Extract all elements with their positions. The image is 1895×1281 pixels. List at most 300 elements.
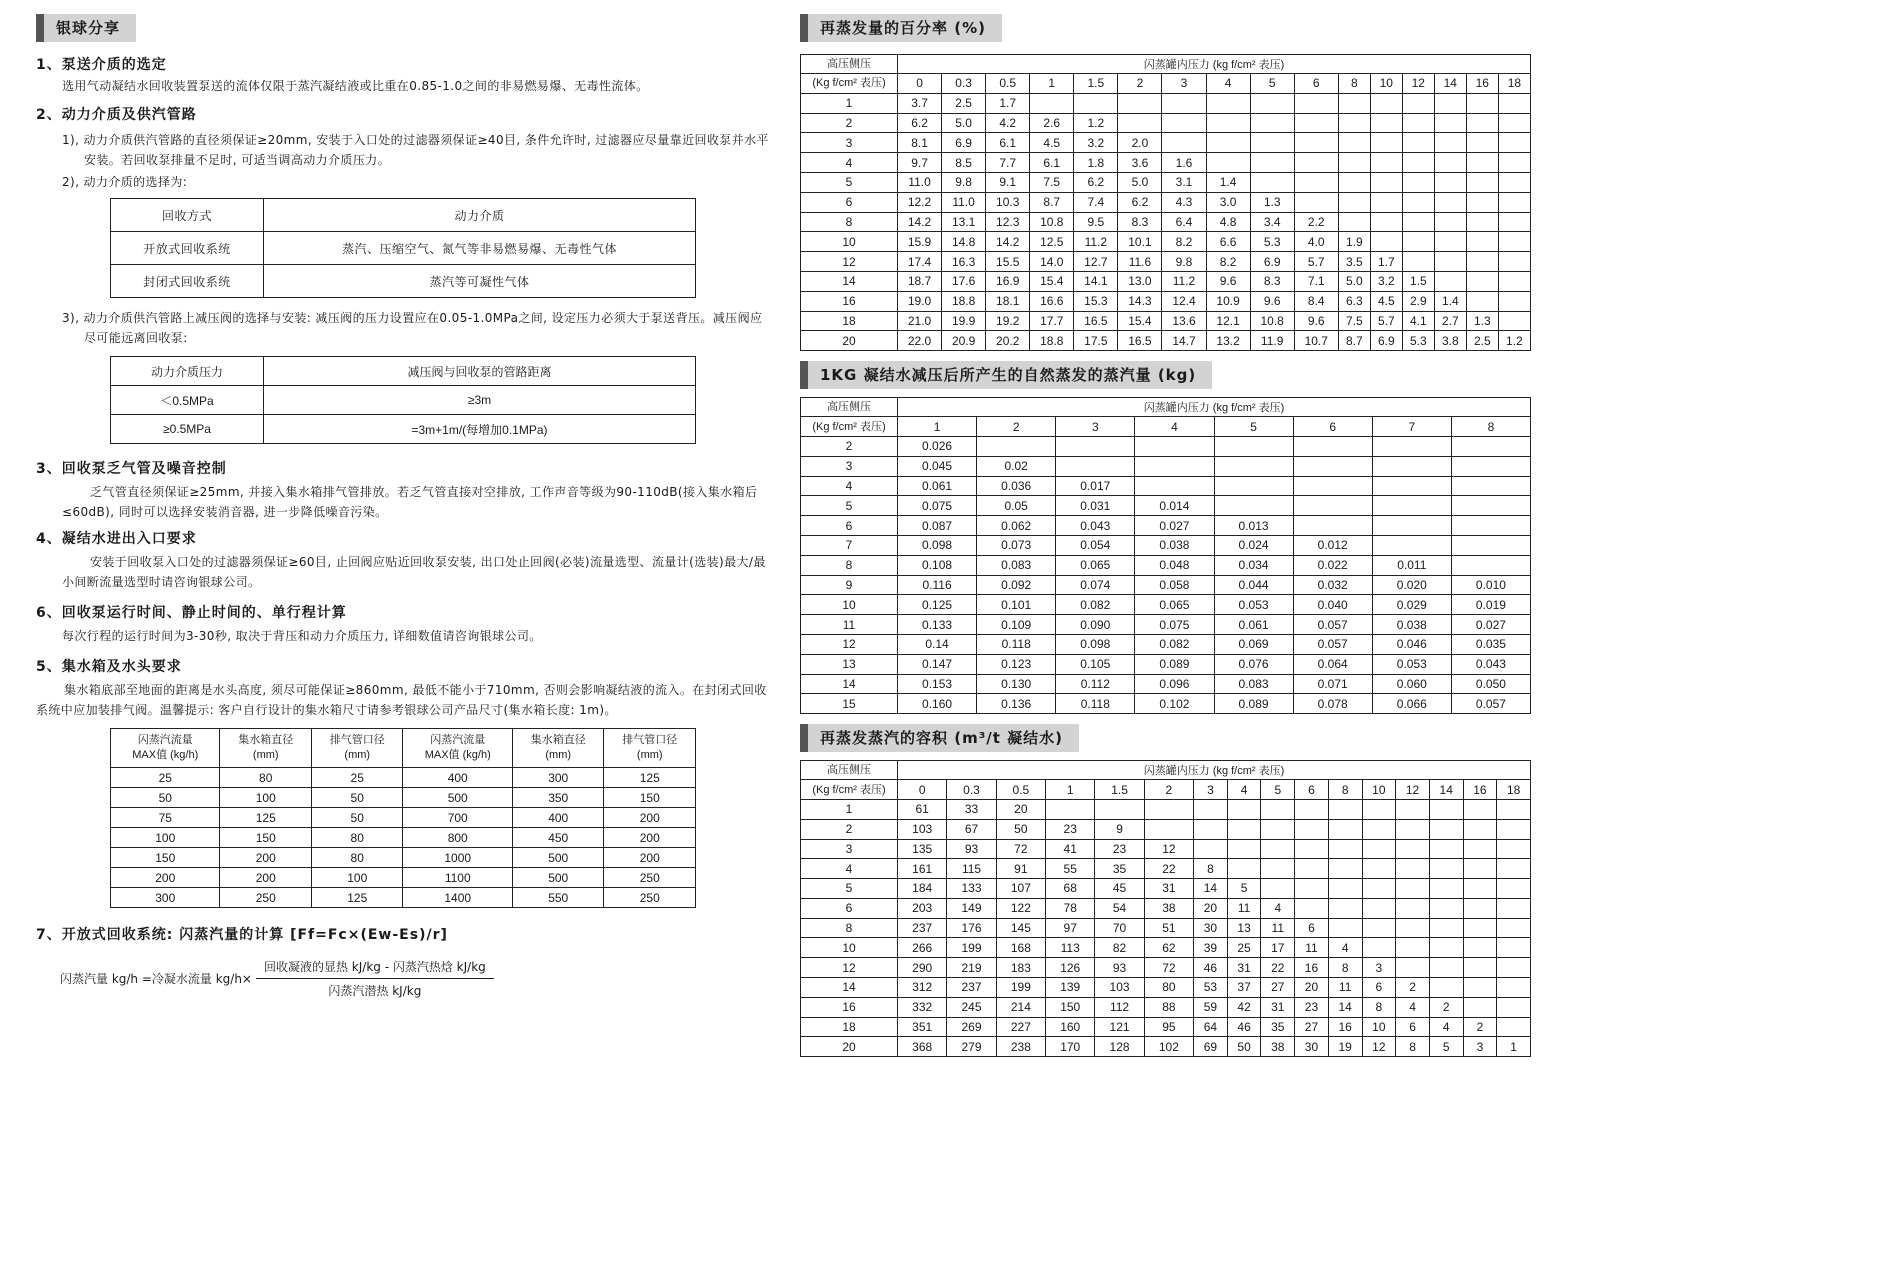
table-cell: 41: [1046, 839, 1095, 859]
table-cell: 0.098: [1056, 634, 1135, 654]
table-cell: 0.020: [1372, 575, 1451, 595]
table-cell: 0.057: [1293, 615, 1372, 635]
table-cell: 18.8: [942, 291, 986, 311]
table-cell: 35: [1095, 859, 1144, 879]
table-cell: 170: [1046, 1037, 1095, 1057]
table-cell: [1463, 978, 1497, 998]
heading-3: 3、回收泵乏气管及噪音控制: [36, 461, 227, 477]
heading-7: 7、开放式回收系统: 闪蒸汽量的计算 [Ff=Fc×(Ew-Es)/r]: [36, 927, 448, 943]
table-cell: 1.2: [1498, 331, 1530, 351]
table-row: [801, 634, 1531, 654]
table-cell: 700: [403, 808, 512, 828]
table-cell: 0.043: [1056, 516, 1135, 536]
table-row: [111, 788, 696, 808]
table-row: [801, 615, 1531, 635]
row-header: 5: [801, 496, 898, 516]
table-cell: 0.083: [1214, 674, 1293, 694]
table-cell: 0.029: [1372, 595, 1451, 615]
table-header: 排气管口径 (mm): [311, 729, 403, 768]
table-header: 回收方式: [111, 199, 264, 232]
table-cell: 100: [311, 868, 403, 888]
table-cell: [1118, 113, 1162, 133]
table-cell: 0.160: [898, 694, 977, 714]
table-cell: [1466, 291, 1498, 311]
table-cell: 0.050: [1451, 674, 1530, 694]
table-cell: 开放式回收系统: [111, 232, 264, 265]
table-cell: 266: [898, 938, 947, 958]
table-cell: [1372, 436, 1451, 456]
table-cell: [1434, 271, 1466, 291]
table-cell: 5.0: [1338, 271, 1370, 291]
table-cell: 3.5: [1338, 252, 1370, 272]
table-title-1: 再蒸发量的百分率 (%): [800, 14, 1002, 42]
table-cell: 6.2: [1074, 172, 1118, 192]
table-row: [801, 918, 1531, 938]
column-header: 16: [1466, 74, 1498, 94]
table-cell: 9.8: [1162, 252, 1206, 272]
table-cell: 12: [1144, 839, 1193, 859]
table-cell: 6.2: [1118, 192, 1162, 212]
table-cell: 12.3: [986, 212, 1030, 232]
table-cell: 227: [996, 1017, 1045, 1037]
table-cell: 6.6: [1206, 232, 1250, 252]
column-header: 10: [1370, 74, 1402, 94]
table-cell: 11: [1328, 978, 1362, 998]
table-row: [801, 575, 1531, 595]
table-cell: 0.073: [977, 535, 1056, 555]
table-cell: [1463, 859, 1497, 879]
table-cell: 0.034: [1214, 555, 1293, 575]
header-high-pressure: [801, 55, 898, 74]
table-cell: [1294, 153, 1338, 173]
table-cell: [1294, 172, 1338, 192]
table-cell: 14: [1328, 997, 1362, 1017]
table-cell: [1206, 153, 1250, 173]
table-cell: 97: [1046, 918, 1095, 938]
table-cell: 4.3: [1162, 192, 1206, 212]
table-row: [801, 496, 1531, 516]
table-cell: 13: [1227, 918, 1261, 938]
table-cell: 0.130: [977, 674, 1056, 694]
left-column: [36, 14, 770, 999]
table-cell: [1498, 252, 1530, 272]
row-header: 4: [801, 153, 898, 173]
paragraph-5-text: 集水箱底部至地面的距离是水头高度, 须尽可能保证≥860mm, 最低不能小于710mm, 否则会影响凝结液的流入。在封闭式回收系统中应加装排气阀。温馨提示: 客户自行设计的集水箱尺寸请参考银球公司产品尺寸(集水箱长度: 1m)。: [36, 683, 767, 717]
row-header: 11: [801, 615, 898, 635]
table-header: 排气管口径 (mm): [604, 729, 696, 768]
table-cell: [1295, 799, 1329, 819]
table-cell: [1370, 212, 1402, 232]
table-cell: 103: [1095, 978, 1144, 998]
table-row: [801, 694, 1531, 714]
table-cell: 12.4: [1162, 291, 1206, 311]
header-high-pressure: [801, 398, 898, 417]
paragraph-4: [36, 552, 770, 592]
table-row: [111, 808, 696, 828]
table-cell: 0.078: [1293, 694, 1372, 714]
table-row: [801, 978, 1531, 998]
table-cell: [1338, 212, 1370, 232]
row-header: 3: [801, 456, 898, 476]
table-cell: [1294, 133, 1338, 153]
table-cell: 279: [947, 1037, 996, 1057]
table-cell: 0.026: [898, 436, 977, 456]
table-cell: 4.5: [1030, 133, 1074, 153]
table-cell: 0.045: [898, 456, 977, 476]
table-cell: [1227, 799, 1261, 819]
table-cell: 0.075: [1135, 615, 1214, 635]
table-cell: 500: [512, 868, 604, 888]
table-cell: 5: [1429, 1037, 1463, 1057]
table-cell: 0.062: [977, 516, 1056, 536]
table-cell: 0.035: [1451, 634, 1530, 654]
table-cell: 0.014: [1135, 496, 1214, 516]
table-body: [801, 436, 1531, 713]
table-row: [801, 172, 1531, 192]
column-header: 6: [1295, 780, 1329, 800]
table-cell: 3.6: [1118, 153, 1162, 173]
table-cell: 9.6: [1294, 311, 1338, 331]
table-row: [801, 958, 1531, 978]
table-cell: [1214, 476, 1293, 496]
column-header: 0.3: [947, 780, 996, 800]
table-cell: 7.4: [1074, 192, 1118, 212]
table-cell: 31: [1227, 958, 1261, 978]
table-cell: 112: [1095, 997, 1144, 1017]
table-cell: 12.1: [1206, 311, 1250, 331]
paragraph-3-text: 乏气管直径须保证≥25mm, 并接入集水箱排气管排放。若乏气管直接对空排放, 工作声音等级为90-110dB(接入集水箱后≤60dB), 同时可以选择安装消音器, 进一步降低噪音污染。: [62, 485, 758, 519]
table-cell: [1328, 898, 1362, 918]
table-cell: [1497, 879, 1531, 899]
column-header: 5: [1214, 417, 1293, 437]
table-cell: [1498, 291, 1530, 311]
table-cell: 203: [898, 898, 947, 918]
table-cell: 59: [1194, 997, 1228, 1017]
table-cell: [1135, 476, 1214, 496]
table-cell: 17: [1261, 938, 1295, 958]
table-cell: 4.0: [1294, 232, 1338, 252]
table-cell: [1498, 93, 1530, 113]
paragraph-1: 选用气动凝结水回收装置泵送的流体仅限于蒸汽凝结液或比重在0.85-1.0之间的非易燃易爆、无毒性流体。: [62, 79, 649, 93]
row-header: 5: [801, 172, 898, 192]
table-cell: 0.101: [977, 595, 1056, 615]
table-cell: [1206, 133, 1250, 153]
paragraph-6: 每次行程的运行时间为3-30秒, 取决于背压和动力介质压力, 详细数值请咨询银球公司。: [62, 629, 542, 643]
table-cell: 0.065: [1135, 595, 1214, 615]
formula-numerator: 回收凝液的显热 kJ/kg - 闪蒸汽热焓 kJ/kg: [256, 958, 494, 979]
table-row: [801, 271, 1531, 291]
table-cell: [1429, 938, 1463, 958]
row-header: 12: [801, 958, 898, 978]
table-cell: [1463, 938, 1497, 958]
table-cell: 42: [1227, 997, 1261, 1017]
steam-volume-table: [800, 760, 1531, 1057]
table-cell: 200: [604, 828, 696, 848]
table-cell: [1497, 1017, 1531, 1037]
table-cell: [1135, 436, 1214, 456]
table-cell: [1250, 113, 1294, 133]
table-cell: 0.153: [898, 674, 977, 694]
table-cell: 332: [898, 997, 947, 1017]
table-cell: 8.2: [1162, 232, 1206, 252]
table-cell: [1463, 958, 1497, 978]
table-row: [801, 153, 1531, 173]
table-cell: 245: [947, 997, 996, 1017]
table-cell: [1434, 192, 1466, 212]
table-cell: 12.2: [898, 192, 942, 212]
table-cell: 0.038: [1135, 535, 1214, 555]
table-cell: [1429, 918, 1463, 938]
paragraph-5: [36, 680, 770, 720]
table-cell: 3.2: [1370, 271, 1402, 291]
column-header: 0: [898, 780, 947, 800]
table-cell: 61: [898, 799, 947, 819]
table-cell: [1362, 898, 1396, 918]
row-header: 18: [801, 1017, 898, 1037]
table-cell: 37: [1227, 978, 1261, 998]
row-header: 10: [801, 232, 898, 252]
table-row: [801, 232, 1531, 252]
column-header: 12: [1402, 74, 1434, 94]
table-cell: 45: [1095, 879, 1144, 899]
row-header: 20: [801, 1037, 898, 1057]
table-cell: [1250, 153, 1294, 173]
table-cell: 82: [1095, 938, 1144, 958]
table-cell: [1370, 172, 1402, 192]
table-cell: 51: [1144, 918, 1193, 938]
table-cell: 7.1: [1294, 271, 1338, 291]
table-cell: [1451, 496, 1530, 516]
table-header: 集水箱直径 (mm): [512, 729, 604, 768]
table-cell: [1250, 172, 1294, 192]
table-cell: 125: [220, 808, 312, 828]
table-cell: 176: [947, 918, 996, 938]
table-cell: 25: [1227, 938, 1261, 958]
table-cell: 11.0: [942, 192, 986, 212]
table-cell: [1362, 799, 1396, 819]
table-cell: 6.1: [986, 133, 1030, 153]
table-cell: [1466, 172, 1498, 192]
table-cell: 8: [1328, 958, 1362, 978]
table-cell: 0.048: [1135, 555, 1214, 575]
table-cell: 70: [1095, 918, 1144, 938]
table-cell: 3.4: [1250, 212, 1294, 232]
table-cell: 0.057: [1293, 634, 1372, 654]
table-cell: 蒸汽、压缩空气、氮气等非易燃易爆、无毒性气体: [264, 232, 696, 265]
table-cell: 80: [1144, 978, 1193, 998]
table-cell: [1250, 133, 1294, 153]
table-cell: 6: [1396, 1017, 1430, 1037]
row-header: 6: [801, 898, 898, 918]
table-cell: 64: [1194, 1017, 1228, 1037]
table-cell: 20.2: [986, 331, 1030, 351]
table-cell: [1402, 232, 1434, 252]
table-cell: 2.5: [1466, 331, 1498, 351]
table-cell: [1434, 172, 1466, 192]
table-cell: 238: [996, 1037, 1045, 1057]
table-title-3: 再蒸发蒸汽的容积 (m³/t 凝结水): [800, 724, 1079, 752]
table-cell: 0.036: [977, 476, 1056, 496]
table-cell: [1497, 839, 1531, 859]
table-cell: 183: [996, 958, 1045, 978]
paragraph-4-text: 安装于回收泵入口处的过滤器须保证≥60目, 止回阀应贴近回收泵安装, 出口处止回阀(必装)流量选型、流量计(选装)最大/最小间断流量选型时请咨询银球公司。: [62, 555, 766, 589]
table-cell: 400: [512, 808, 604, 828]
table-cell: [1261, 879, 1295, 899]
table-cell: [1402, 153, 1434, 173]
table-cell: 0.071: [1293, 674, 1372, 694]
table-cell: 封闭式回收系统: [111, 265, 264, 298]
table-cell: 1.2: [1074, 113, 1118, 133]
row-header: 15: [801, 694, 898, 714]
table-cell: 0.096: [1135, 674, 1214, 694]
table-header: 闪蒸汽流量 MAX值 (kg/h): [111, 729, 220, 768]
table-cell: 11: [1261, 918, 1295, 938]
table-cell: 6.2: [898, 113, 942, 133]
table-cell: 351: [898, 1017, 947, 1037]
row-header: 2: [801, 819, 898, 839]
table-cell: 9.7: [898, 153, 942, 173]
table-cell: [1293, 496, 1372, 516]
row-header: 2: [801, 113, 898, 133]
table-cell: [1396, 898, 1430, 918]
table-cell: [1451, 535, 1530, 555]
table-cell: [1429, 879, 1463, 899]
column-header: 0.5: [996, 780, 1045, 800]
table-cell: 0.064: [1293, 654, 1372, 674]
table-cell: 5.0: [1118, 172, 1162, 192]
table-cell: [1372, 516, 1451, 536]
table-cell: ≥0.5MPa: [111, 415, 264, 444]
table-cell: [1396, 819, 1430, 839]
table-cell: 150: [111, 848, 220, 868]
row-header: 12: [801, 634, 898, 654]
table-cell: [1498, 271, 1530, 291]
table-cell: 269: [947, 1017, 996, 1037]
tank-table: [110, 728, 696, 908]
table-cell: [1261, 859, 1295, 879]
table-cell: 121: [1095, 1017, 1144, 1037]
table-cell: 17.6: [942, 271, 986, 291]
table-cell: 214: [996, 997, 1045, 1017]
table-cell: 2: [1429, 997, 1463, 1017]
table-cell: [1362, 819, 1396, 839]
table-cell: 0.069: [1214, 634, 1293, 654]
row-header: 4: [801, 476, 898, 496]
row-header: 18: [801, 311, 898, 331]
table-cell: 0.040: [1293, 595, 1372, 615]
table-cell: [1396, 879, 1430, 899]
table-cell: [1328, 799, 1362, 819]
table-row: [801, 331, 1531, 351]
column-header: 1: [1030, 74, 1074, 94]
table-cell: 0.125: [898, 595, 977, 615]
table-cell: 1.6: [1162, 153, 1206, 173]
table-cell: 0.058: [1135, 575, 1214, 595]
table-cell: [1396, 938, 1430, 958]
table-row: [801, 133, 1531, 153]
table-cell: [1162, 133, 1206, 153]
table-cell: 0.054: [1056, 535, 1135, 555]
table-row: [801, 654, 1531, 674]
table-cell: [1250, 93, 1294, 113]
table-cell: [1497, 859, 1531, 879]
row-header: 3: [801, 839, 898, 859]
table-cell: [1328, 839, 1362, 859]
steam-per-kg-table: [800, 397, 1531, 714]
table-cell: 31: [1144, 879, 1193, 899]
table-cell: [1293, 436, 1372, 456]
table-cell: 2.5: [942, 93, 986, 113]
table-cell: 107: [996, 879, 1045, 899]
table-cell: 0.102: [1135, 694, 1214, 714]
table-cell: [1434, 93, 1466, 113]
table-cell: 1.7: [986, 93, 1030, 113]
row-header: 14: [801, 674, 898, 694]
table-cell: 18.1: [986, 291, 1030, 311]
table-cell: [1402, 133, 1434, 153]
table-cell: [1402, 212, 1434, 232]
table-cell: 80: [220, 768, 312, 788]
table-cell: [1463, 879, 1497, 899]
table-cell: 100: [220, 788, 312, 808]
table-cell: 300: [512, 768, 604, 788]
table-cell: 300: [111, 888, 220, 908]
table-cell: 9.1: [986, 172, 1030, 192]
table-cell: [1338, 133, 1370, 153]
table-cell: [1338, 93, 1370, 113]
table-row: [111, 768, 696, 788]
table-cell: 80: [311, 828, 403, 848]
table-cell: [1030, 93, 1074, 113]
table-cell: 0.060: [1372, 674, 1451, 694]
table-cell: 1.9: [1338, 232, 1370, 252]
table-cell: 14.3: [1118, 291, 1162, 311]
table-cell: 0.061: [1214, 615, 1293, 635]
table-cell: 0.031: [1056, 496, 1135, 516]
column-header: 18: [1497, 780, 1531, 800]
table-row: [801, 476, 1531, 496]
table-cell: 6.1: [1030, 153, 1074, 173]
table-cell: 0.022: [1293, 555, 1372, 575]
table-cell: 1.8: [1074, 153, 1118, 173]
reevaporation-percent-table: [800, 54, 1531, 351]
row-header: 6: [801, 516, 898, 536]
table-cell: [1463, 839, 1497, 859]
table-cell: [1338, 113, 1370, 133]
table-cell: 38: [1261, 1037, 1295, 1057]
table-cell: 550: [512, 888, 604, 908]
table-cell: [1372, 496, 1451, 516]
table-cell: 0.083: [977, 555, 1056, 575]
hdr-line-a: 高压侧压: [827, 401, 871, 414]
table-cell: 4: [1328, 938, 1362, 958]
paragraph-2-1: 1), 动力介质供汽管路的直径须保证≥20mm, 安装于入口处的过滤器须保证≥40目, 条件允许时, 过滤器应尽量靠近回收泵并水平安装。若回收泵排量不足时, 可适当调高动力介质压力。: [62, 133, 769, 167]
table-cell: [1227, 859, 1261, 879]
column-header: 14: [1434, 74, 1466, 94]
table-cell: 0.061: [898, 476, 977, 496]
table-cell: 5.7: [1294, 252, 1338, 272]
table-cell: 16: [1295, 958, 1329, 978]
table-cell: 6.9: [1250, 252, 1294, 272]
table-cell: 219: [947, 958, 996, 978]
column-header: 2: [977, 417, 1056, 437]
column-header: 18: [1498, 74, 1530, 94]
table-cell: 5: [1227, 879, 1261, 899]
flash-steam-formula: [36, 958, 770, 999]
table-cell: 500: [512, 848, 604, 868]
paragraph-3: [36, 482, 770, 522]
table-cell: 4: [1429, 1017, 1463, 1037]
